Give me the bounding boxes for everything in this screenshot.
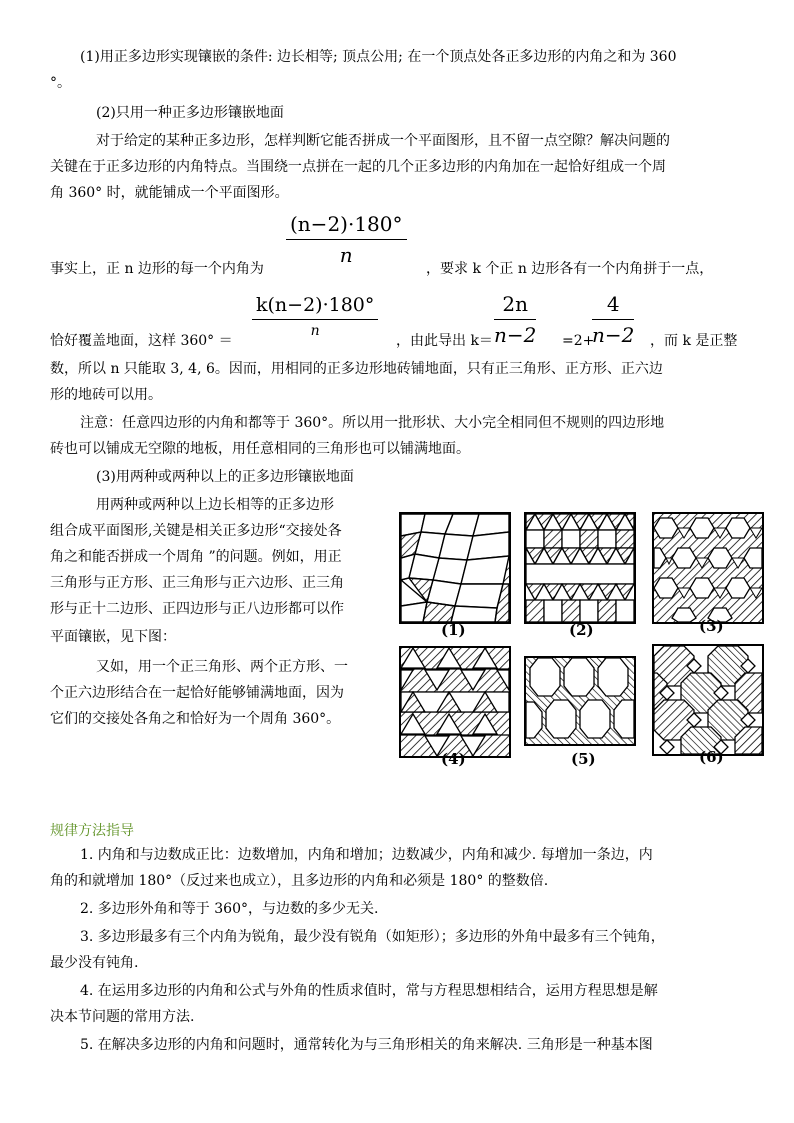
formula-numerator: (n−2)·180° xyxy=(286,212,407,240)
interior-angle-formula xyxy=(286,212,407,267)
tessellation-figure-1 xyxy=(399,512,511,624)
guide-item-5: 5. 在解决多边形的内角和问题时，通常转化为与三角形相关的角来解决. 三角形是一种基本图 xyxy=(80,1037,653,1053)
note-line-1: 注意：任意四边形的内角和都等于 360°。所以用一批形状、大小完全相同但不规则的四边形地 xyxy=(80,415,665,431)
condition-line-2: °。 xyxy=(50,75,71,91)
guide-item-1-line-2: 角的和就增加 180°（反过来也成立），且多边形的内角和必须是 180° 的整数倍. xyxy=(50,873,549,889)
paragraph-line: 形的地砖可以用。 xyxy=(50,387,162,403)
k-angle-formula xyxy=(252,294,378,339)
cover-line-start: 恰好覆盖地面，这样 360° ＝ xyxy=(50,333,233,349)
tessellation-text-line: 组合成平面图形,关键是相关正多边形“交接处各 xyxy=(50,523,342,539)
tessellation-text-line: 又如，用一个正三角形、两个正方形、一 xyxy=(96,659,348,675)
tessellation-text-line: 平面镶嵌，见下图： xyxy=(50,629,176,645)
tessellation-figure-4 xyxy=(399,646,511,758)
tessellation-figure-2 xyxy=(524,512,636,624)
tessellation-figure-5 xyxy=(524,656,636,746)
guide-item-2: 2. 多边形外角和等于 360°，与边数的多少无关. xyxy=(80,901,379,917)
tessellation-text-line: 角之和能否拼成一个周角 ”的问题。例如，用正 xyxy=(50,549,342,565)
fact-line-start: 事实上，正 n 边形的每一个内角为 xyxy=(50,261,264,277)
paragraph-line: 数，所以 n 只能取 3, 4, 6。因而，用相同的正多边形地砖铺地面，只有正三角形、正方形、正六边 xyxy=(50,361,663,377)
guide-item-4-line-2: 决本节问题的常用方法. xyxy=(50,1009,195,1025)
paragraph-line: 关键在于正多边形的内角特点。当围绕一点拼在一起的几个正多边形的内角加在一起恰好组成一个周 xyxy=(50,159,666,175)
formula-denominator: n xyxy=(310,323,320,339)
paragraph-line: 对于给定的某种正多边形，怎样判断它能否拼成一个平面图形，且不留一点空隙？解决问题的 xyxy=(96,133,670,149)
guide-item-1-line-1: 1. 内角和与边数成正比：边数增加，内角和增加；边数减少，内角和减少. 每增加一条边，内 xyxy=(80,847,653,863)
note-line-2: 砖也可以铺成无空隙的地板，用任意相同的三角形也可以铺满地面。 xyxy=(50,441,470,457)
figure-label-4: (4) xyxy=(441,750,466,768)
figure-label-3: (3) xyxy=(699,617,724,635)
guide-item-4-line-1: 4. 在运用多边形的内角和公式与外角的性质求值时，常与方程思想相结合，运用方程思想是解 xyxy=(80,983,658,999)
guide-item-3-line-2: 最少没有钝角. xyxy=(50,955,139,971)
tessellation-text-line: 形与正十二边形、正四边形与正八边形都可以作 xyxy=(50,601,344,617)
tessellation-text-line: 个正六边形结合在一起恰好能够铺满地面，因为 xyxy=(50,685,344,701)
section3-heading: (3)用两种或两种以上的正多边形镶嵌地面 xyxy=(96,469,354,485)
condition-line-1: (1)用正多边形实现镶嵌的条件: 边长相等; 顶点公用; 在一个顶点处各正多边形的内角之和为 360 xyxy=(80,49,677,65)
section2-heading: (2)只用一种正多边形镶嵌地面 xyxy=(96,105,284,121)
formula-denominator: n xyxy=(339,243,353,267)
method-guide-title: 规律方法指导 xyxy=(50,823,134,839)
fact-line-end: ，要求 k 个正 n 边形各有一个内角拼于一点， xyxy=(426,261,714,277)
plus-two-text: =2+ xyxy=(562,333,595,349)
figure-label-6: (6) xyxy=(699,748,724,766)
figure-label-2: (2) xyxy=(569,621,594,639)
fraction-numerator: 2n xyxy=(494,292,536,320)
tessellation-text-line: 用两种或两种以上边长相等的正多边形 xyxy=(96,497,334,513)
k-fraction xyxy=(494,292,536,347)
formula-numerator: k(n−2)·180° xyxy=(252,294,378,320)
figure-label-1: (1) xyxy=(441,621,466,639)
guide-item-3-line-1: 3. 多边形最多有三个内角为锐角，最少没有锐角（如矩形）；多边形的外角中最多有三个钝角， xyxy=(80,929,665,945)
cover-line-mid: ，由此导出 k＝ xyxy=(396,333,493,349)
fraction-denominator: n−2 xyxy=(592,323,635,347)
fraction-numerator: 4 xyxy=(592,292,634,320)
paragraph-line: 角 360° 时，就能铺成一个平面图形。 xyxy=(50,185,289,201)
figure-label-5: (5) xyxy=(571,750,596,768)
cover-line-end: ，而 k 是正整 xyxy=(650,333,738,349)
tessellation-figure-6 xyxy=(652,644,764,756)
fraction-denominator: n−2 xyxy=(494,323,537,347)
tessellation-text-line: 它们的交接处各角之和恰好为一个周角 360°。 xyxy=(50,711,341,727)
tessellation-figure-3 xyxy=(652,512,764,624)
tessellation-text-line: 三角形与正方形、正三角形与正六边形、正三角 xyxy=(50,575,344,591)
remainder-fraction xyxy=(592,292,634,347)
